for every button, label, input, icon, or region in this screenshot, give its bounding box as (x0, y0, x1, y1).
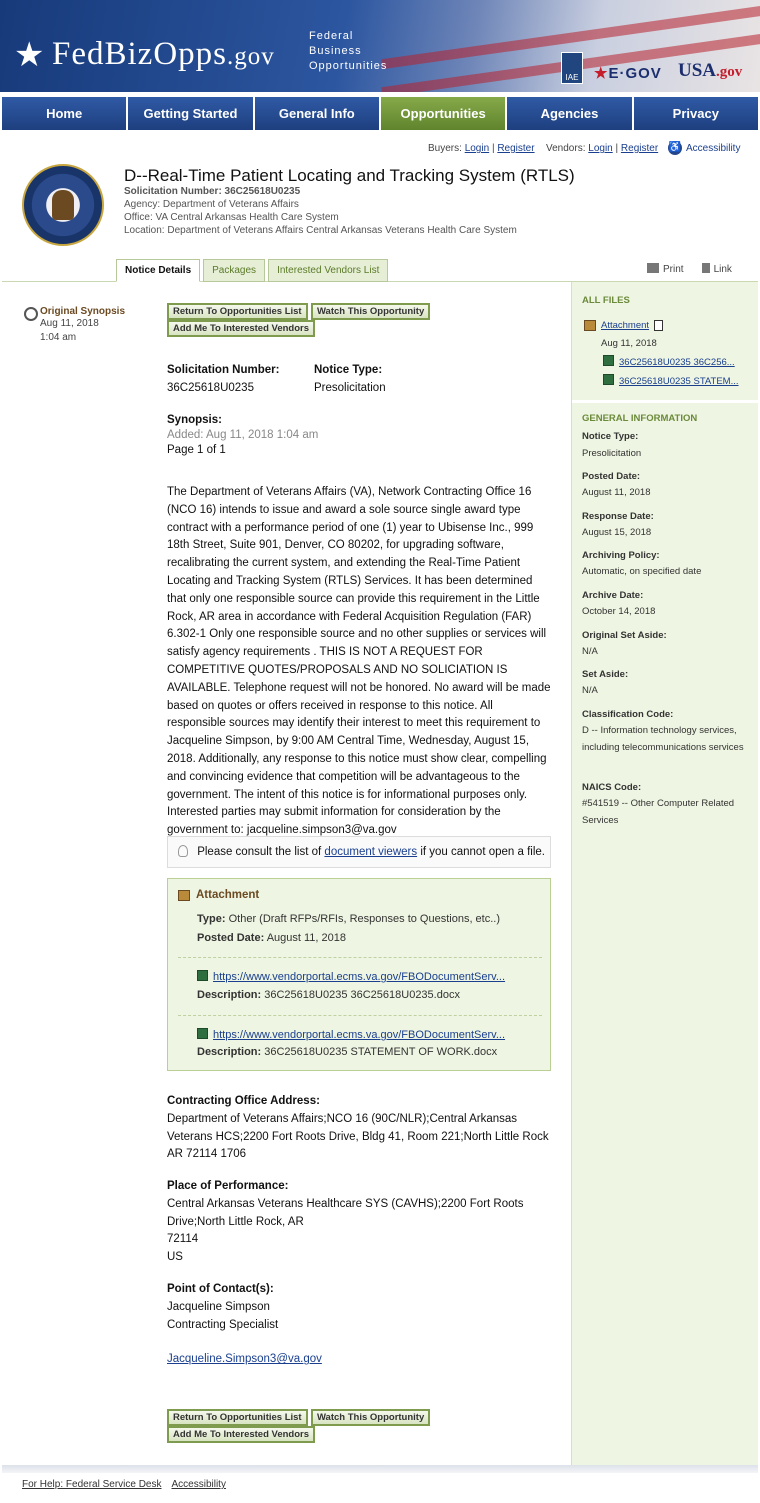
footer-accessibility-link[interactable]: Accessibility (171, 1479, 226, 1490)
poc-email-link[interactable]: Jacqueline.Simpson3@va.gov (167, 1353, 322, 1366)
sidebar-naics-value: #541519 -- Other Computer Related Services (582, 798, 735, 826)
attachment-type: Type: Other (Draft RFPs/RFIs, Responses to Questions, etc..) (197, 913, 501, 925)
top-action-buttons-row2 (167, 320, 315, 337)
sidebar-set-aside-value: N/A (582, 685, 598, 696)
synopsis-date: Aug 11, 2018 (40, 318, 99, 329)
link-icon (702, 263, 710, 273)
place-label: Place of Performance: (167, 1180, 289, 1192)
sidebar-attachment (584, 320, 663, 331)
site-logo[interactable]: FedBizOpps.gov (52, 36, 275, 72)
watch-opportunity-button[interactable]: Watch This Opportunity (311, 1409, 430, 1426)
synopsis-section (167, 414, 557, 456)
add-me-vendors-button[interactable]: Add Me To Interested Vendors (167, 1426, 315, 1443)
sidebar-archiving-label: Archiving Policy: (582, 550, 660, 561)
sidebar-notice-type-value: Presolicitation (582, 448, 642, 459)
sidebar-naics-label: NAICS Code: (582, 782, 642, 793)
sidebar-file-1-link[interactable]: 36C25618U0235 36C256... (619, 357, 735, 368)
bottom-action-buttons-row2 (167, 1426, 315, 1443)
sidebar-set-aside-label: Set Aside: (582, 669, 629, 680)
return-to-list-button[interactable]: Return To Opportunities List (167, 1409, 308, 1426)
poc-label: Point of Contact(s): (167, 1283, 274, 1295)
buyers-links: Buyers: Login | Register (428, 143, 535, 154)
main-nav (2, 97, 758, 130)
place-line: Drive;North Little Rock, AR (167, 1215, 304, 1228)
place-line: Central Arkansas Veterans Healthcare SYS (CAVHS);2200 Fort Roots (167, 1197, 524, 1210)
attachment-panel (167, 878, 551, 1071)
package-icon (178, 890, 190, 901)
sidebar-attachment-date: Aug 11, 2018 (601, 338, 657, 349)
sidebar-file-2 (603, 374, 739, 387)
poc-title: Contracting Specialist (167, 1318, 279, 1331)
nav-getting-started[interactable]: Getting Started (128, 97, 254, 130)
contracting-office-label: Contracting Office Address: (167, 1095, 320, 1107)
federal-service-desk-link[interactable]: For Help: Federal Service Desk (22, 1479, 162, 1490)
usagov-logo[interactable]: USA.gov (678, 60, 743, 81)
return-to-list-button[interactable]: Return To Opportunities List (167, 303, 308, 320)
sol-num-label: Solicitation Number: (167, 364, 280, 376)
attachment-posted: Posted Date: August 11, 2018 (197, 932, 347, 944)
office-line: Office: VA Central Arkansas Health Care System (124, 212, 339, 223)
document-viewers-link[interactable]: document viewers (324, 846, 418, 858)
print-button[interactable]: Print (647, 263, 684, 275)
sidebar-archiving-value: Automatic, on specified date (582, 566, 702, 577)
sidebar-notice-type-label: Notice Type: (582, 431, 639, 442)
point-of-contact (167, 1281, 557, 1369)
place-line: 72114 (167, 1233, 199, 1246)
contracting-office-value: Department of Veterans Affairs;NCO 16 (90C/NLR);Central Arkansas Veterans HCS;2200 Fort Roots Drive, Bldg 41, Room 221;North Little Rock AR 72114 1706 (167, 1112, 549, 1161)
nav-opportunities[interactable]: Opportunities (381, 97, 507, 130)
accessibility-icon: ♿ (668, 142, 682, 153)
sidebar-posted-date-label: Posted Date: (582, 471, 641, 482)
notice-type-label: Notice Type: (314, 364, 383, 376)
tab-notice-details[interactable]: Notice Details (116, 259, 200, 282)
link-button[interactable]: Link (702, 263, 732, 275)
right-sidebar (571, 282, 758, 1465)
sidebar-file-1 (603, 355, 735, 368)
divider (178, 1015, 542, 1016)
contracting-office (167, 1093, 553, 1164)
add-me-vendors-button[interactable]: Add Me To Interested Vendors (167, 320, 315, 337)
nav-general-info[interactable]: General Info (255, 97, 381, 130)
place-of-performance (167, 1178, 557, 1267)
vendors-links: Vendors: Login | Register (546, 143, 659, 154)
agency-line: Agency: Department of Veterans Affairs (124, 199, 299, 210)
sidebar-file-2-link[interactable]: 36C25618U0235 STATEM... (619, 376, 739, 387)
lightbulb-icon (178, 845, 188, 857)
sidebar-response-date-label: Response Date: (582, 511, 654, 522)
attachment-heading: Attachment (178, 889, 259, 901)
nav-home[interactable]: Home (2, 97, 128, 130)
page-count: Page 1 of 1 (167, 444, 226, 456)
notice-tabs (116, 259, 388, 282)
attachment-file-2-desc: Description: 36C25618U0235 STATEMENT OF WORK.docx (197, 1046, 498, 1058)
nav-privacy[interactable]: Privacy (634, 97, 758, 130)
vendors-register-link[interactable]: Register (620, 143, 659, 154)
original-synopsis-link[interactable]: Original Synopsis (24, 306, 125, 317)
synopsis-time: 1:04 am (40, 332, 77, 343)
sidebar-archive-date-value: October 14, 2018 (582, 606, 656, 617)
accessibility-link[interactable]: ♿ Accessibility (668, 142, 741, 154)
star-icon: ★ (14, 36, 45, 74)
footer-band (2, 1465, 758, 1473)
document-viewers-tip: Please consult the list of document viewers if you cannot open a file. (167, 836, 551, 868)
sidebar-response-date-value: August 15, 2018 (582, 527, 652, 538)
tab-packages[interactable]: Packages (203, 259, 265, 282)
document-icon (654, 320, 663, 331)
file-icon (603, 355, 614, 366)
package-icon (584, 320, 596, 331)
sidebar-posted-date-value: August 11, 2018 (582, 487, 651, 498)
top-action-buttons (167, 303, 430, 320)
egov-logo[interactable]: ★E·GOV (594, 65, 662, 82)
nav-agencies[interactable]: Agencies (507, 97, 633, 130)
site-banner (0, 0, 760, 92)
watch-opportunity-button[interactable]: Watch This Opportunity (311, 303, 430, 320)
vendors-login-link[interactable]: Login (588, 143, 613, 154)
buyers-register-link[interactable]: Register (497, 143, 535, 154)
attachment-file-1-desc: Description: 36C25618U0235 36C25618U0235.docx (197, 989, 460, 1001)
place-line: US (167, 1251, 183, 1264)
notice-type-value: Presolicitation (314, 382, 386, 394)
synopsis-label: Synopsis: (167, 414, 222, 426)
notice-title: D--Real-Time Patient Locating and Tracking System (RTLS) (124, 166, 575, 185)
solicitation-number-line: Solicitation Number: 36C25618U0235 (124, 186, 301, 197)
agency-seal (22, 164, 104, 246)
file-icon (603, 374, 614, 385)
site-subtitle: Federal Business Opportunities (309, 30, 388, 72)
footer (22, 1479, 226, 1490)
tab-interested-vendors[interactable]: Interested Vendors List (268, 259, 388, 282)
sidebar-classification-label: Classification Code: (582, 709, 674, 720)
location-line: Location: Department of Veterans Affairs Central Arkansas Veterans Health Care System (124, 225, 517, 236)
sidebar-orig-set-aside-value: N/A (582, 646, 598, 657)
sol-num-value: 36C25618U0235 (167, 382, 254, 394)
page-actions (647, 263, 732, 275)
attachment-file-2 (197, 1028, 505, 1041)
divider (178, 957, 542, 958)
original-synopsis (24, 306, 125, 345)
added-date: Added: Aug 11, 2018 1:04 am (167, 429, 319, 441)
buyers-login-link[interactable]: Login (464, 143, 490, 154)
poc-name: Jacqueline Simpson (167, 1300, 270, 1313)
general-info-heading: GENERAL INFORMATION (582, 413, 698, 424)
all-files-heading: ALL FILES (582, 295, 630, 306)
sidebar-classification-value: D -- Information technology services, including telecommunications services (582, 725, 744, 753)
attachment-file-1-link[interactable]: https://www.vendorportal.ecms.va.gov/FBODocumentServ... (213, 971, 506, 983)
file-icon (197, 970, 208, 981)
printer-icon (647, 263, 659, 273)
eagle-icon (52, 190, 74, 220)
sidebar-divider (572, 400, 759, 403)
attachment-file-1 (197, 970, 505, 983)
bottom-action-buttons (167, 1409, 430, 1426)
sidebar-attachment-link[interactable]: Attachment (601, 320, 650, 331)
sidebar-archive-date-label: Archive Date: (582, 590, 644, 601)
attachment-file-2-link[interactable]: https://www.vendorportal.ecms.va.gov/FBODocumentServ... (213, 1029, 506, 1041)
iae-logo[interactable]: IAE (561, 52, 583, 84)
file-icon (197, 1028, 208, 1039)
sidebar-orig-set-aside-label: Original Set Aside: (582, 630, 667, 641)
synopsis-body: The Department of Veterans Affairs (VA), Network Contracting Office 16 (NCO 16) intends to issue and award a sole source single award type contract with a performance period of one (1) year to Ubisense Inc., 999 18th Street, Suite 901, Denver, CO 80202, for upgrading software, recalibrating the current system, and extending the Real-Time Patient Locating and Tracking System (RTLS) Services. It has been determined that only one responsible source can provide this requirement in the Little Rock, AR area in accordance with Federal Acquisition Regulation (FAR) 6.302-1 Only one responsible source and no other supplies or services will satisfy agency requirements . THIS IS NOT A REQUEST FOR COMPETITIVE QUOTES/PROPOSALS AND NO SOLICIATION IS AVAILABLE. Telephone request will not be honored. No award will be made based on quotes or offers received in response to this notice. All responsible sources may identify their interest to meet this requirement to Jacqueline Simpson, by 9:00 AM Central Time, Wednesday, August 15, 2018. Additionally, any response to this notice must show clear, compelling and convincing evidence that competition will be advantageous to the government. The intent of this notice is for informational purposes only. Interested parties may submit information for consideration by the government to: jacqueline.simpson3@va.gov (167, 486, 551, 837)
